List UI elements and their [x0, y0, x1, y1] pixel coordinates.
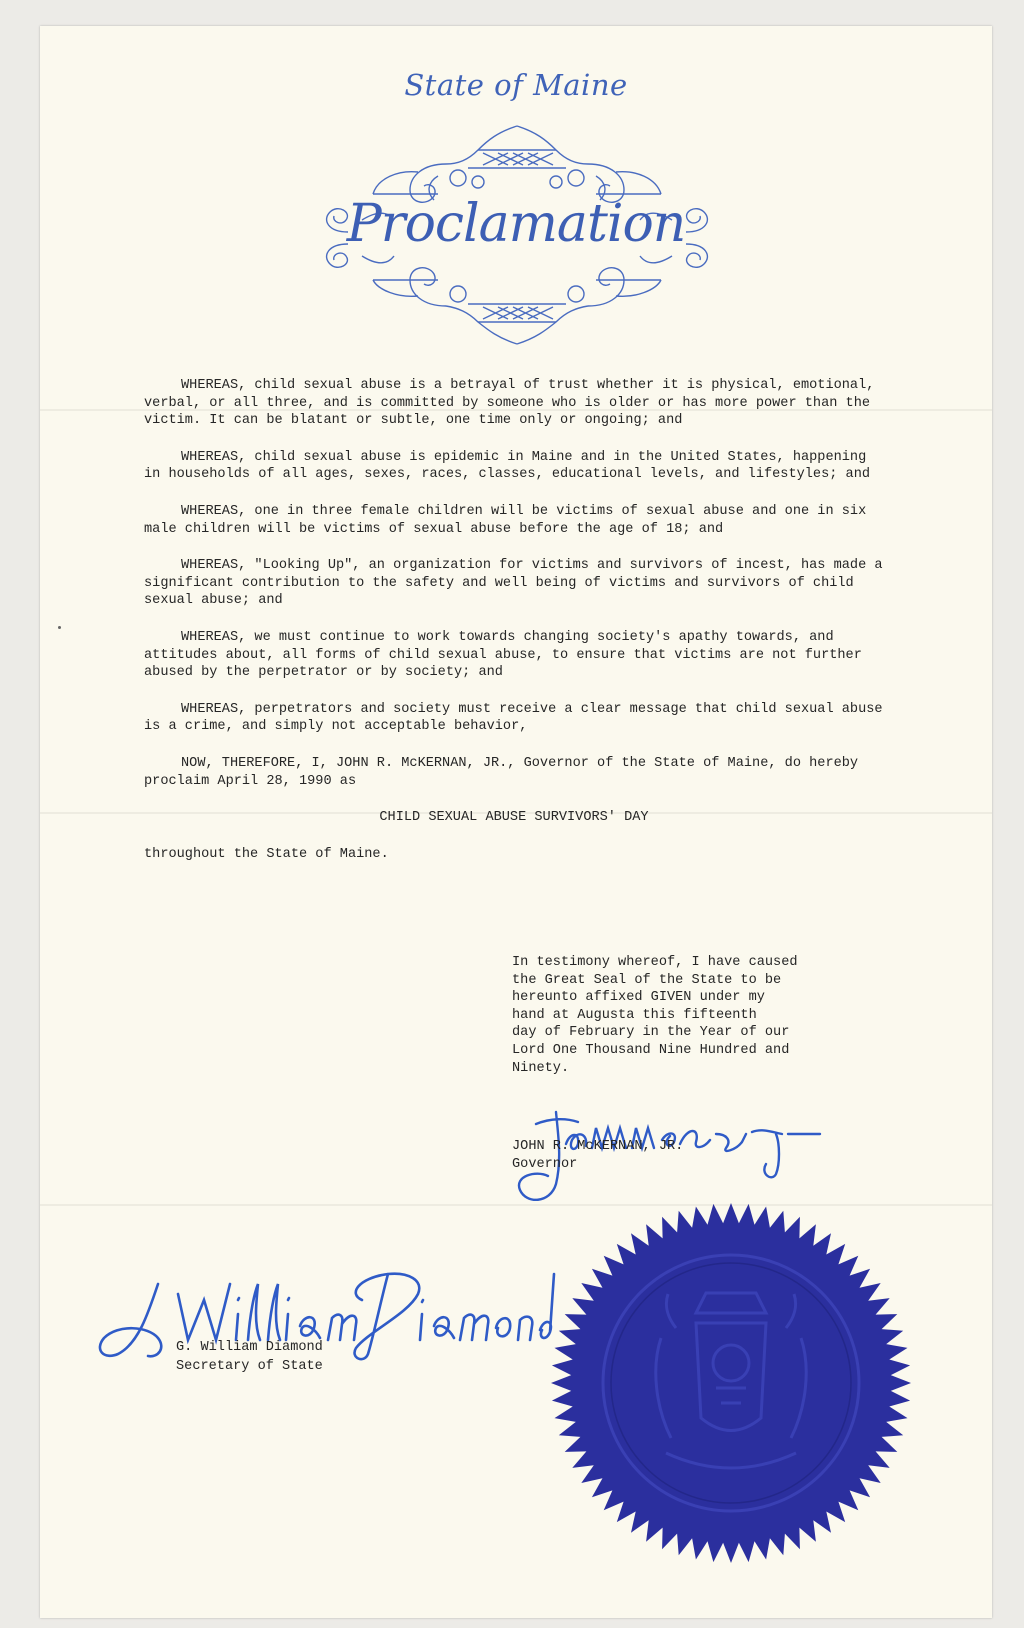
proclamation-body — [144, 377, 884, 882]
governor-block — [512, 1138, 812, 1174]
secretary-block — [176, 1338, 476, 1376]
closing-line: throughout the State of Maine. — [144, 846, 389, 862]
testimony-line: day of February in the Year of our — [512, 1025, 790, 1041]
whereas-paragraph: WHEREAS, "Looking Up", an organization for victims and survivors of incest, has made a significant contribution to the safety and well being of victims and survivors of child sexual abuse; and — [144, 558, 883, 609]
proclamation-heading: Proclamation — [346, 194, 686, 254]
whereas-paragraph: WHEREAS, child sexual abuse is epidemic in Maine and in the United States, happening in households of all ages, sexes, races, classes, educational levels, and lifestyles; and — [144, 449, 871, 483]
whereas-paragraph: WHEREAS, perpetrators and society must receive a clear message that child sexual abuse is a crime, and simply not acceptable behavior, — [144, 701, 883, 735]
testimony-block — [512, 954, 852, 1077]
therefore-paragraph: NOW, THEREFORE, I, JOHN R. McKERNAN, JR., Governor of the State of Maine, do hereby proclaim April 28, 1990 as — [144, 755, 859, 789]
testimony-line: the Great Seal of the State to be — [512, 972, 782, 988]
testimony-line: hand at Augusta this fifteenth — [512, 1007, 757, 1023]
testimony-line: Ninety. — [512, 1060, 570, 1076]
state-title: State of Maine — [404, 68, 628, 102]
whereas-paragraph: WHEREAS, child sexual abuse is a betrayal of trust whether it is physical, emotional, verbal, or all three, and is committed by someone who is older or has more power than the victim. It can be blatant or subtle, one time only or ongoing; and — [144, 378, 875, 429]
day-title: CHILD SEXUAL ABUSE SURVIVORS' DAY — [379, 810, 649, 826]
testimony-line: hereunto affixed GIVEN under my — [512, 990, 765, 1006]
whereas-paragraph: WHEREAS, one in three female children will be victims of sexual abuse and one in six male children will be victims of sexual abuse before the age of 18; and — [144, 503, 867, 537]
whereas-paragraph: WHEREAS, we must continue to work towards changing society's apathy towards, and attitudes about, all forms of child sexual abuse, to ensure that victims are not further abused by the perpetrator or by society; and — [144, 629, 862, 681]
secretary-name: G. William Diamond — [176, 1340, 323, 1355]
governor-title: Governor — [512, 1157, 578, 1172]
great-seal — [546, 1198, 916, 1568]
paper-speck — [58, 626, 61, 629]
testimony-line: In testimony whereof, I have caused — [512, 955, 798, 970]
proclamation-document — [40, 26, 992, 1618]
testimony-line: Lord One Thousand Nine Hundred and — [512, 1042, 790, 1058]
governor-name: JOHN R. McKERNAN, JR. — [512, 1139, 684, 1154]
secretary-title: Secretary of State — [176, 1359, 323, 1374]
